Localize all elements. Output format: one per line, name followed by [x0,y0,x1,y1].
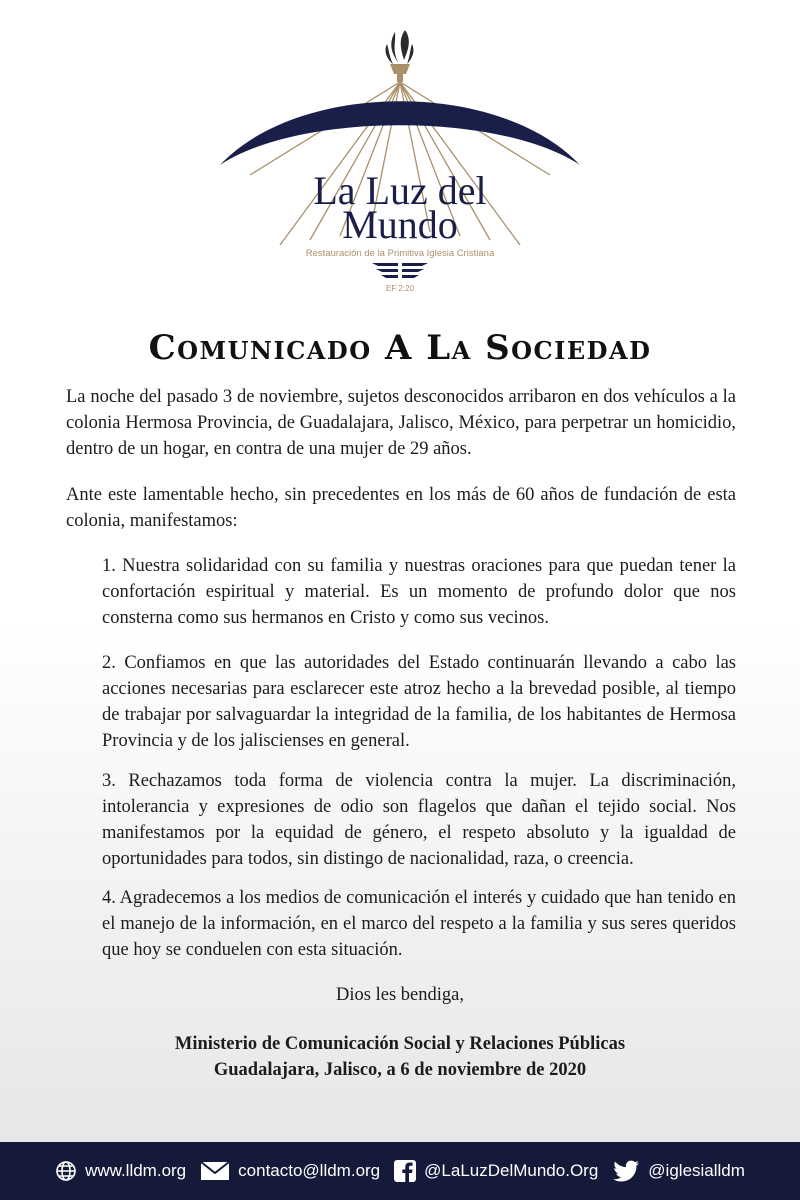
envelope-icon [200,1160,230,1182]
logo-name-line1: La Luz del [313,168,487,213]
wings-emblem-icon [372,263,428,278]
facebook-link[interactable]: @LaLuzDelMundo.Org [424,1161,599,1180]
horizon-arc-icon [220,101,580,165]
facebook-icon [394,1160,416,1182]
context-paragraph: Ante este lamentable hecho, sin precedentes en los más de 60 años de fundación de esta colonia, manifestamos: [66,485,736,531]
logo-name-line2: Mundo [342,202,458,247]
footer-website[interactable] [55,1160,186,1182]
church-logo [0,0,800,300]
globe-icon [55,1160,77,1182]
contact-footer [0,1142,800,1200]
torch-flame-icon [386,30,414,64]
logo-reference: EF 2:20 [385,284,415,293]
footer-email[interactable] [200,1160,380,1182]
signature-date: Guadalajara, Jalisco, a 6 de noviembre de 2020 [213,1060,587,1080]
signature-ministry: Ministerio de Comunicación Social y Relaciones Públicas [174,1034,626,1054]
twitter-link[interactable]: @iglesialldm [648,1161,745,1180]
logo-tagline: Restauración de la Primitiva Iglesia Cristiana [305,248,495,259]
page-title: Comunicado A La Sociedad [148,328,652,368]
footer-twitter[interactable] [612,1160,745,1182]
email-link[interactable]: contacto@lldm.org [238,1161,381,1180]
website-link[interactable]: www.lldm.org [85,1161,187,1180]
list-item: 4. Agradecemos a los medios de comunicación el interés y cuidado que han tenido en el manejo de la información, en el marco del respeto a la familia y sus seres queridos que hoy se conduelen con esta situación. [102,888,736,960]
footer-facebook[interactable] [394,1160,598,1182]
twitter-bird-icon [612,1160,640,1182]
intro-paragraph: La noche del pasado 3 de noviembre, sujetos desconocidos arribaron en dos vehículos a la colonia Hermosa Provincia, de Guadalajara, Jalisco, México, para perpetrar un homicidio, dentro de un hogar, en contra de una mujer de 29 años. [66,387,736,459]
list-item: 3. Rechazamos toda forma de violencia contra la mujer. La discriminación, intolerancia y expresiones de odio son flagelos que dañan el tejido social. Nos manifestamos por la equidad de género, el respeto absoluto y la igualdad de oportunidades para todos, sin distingo de nacionalidad, raza, o creencia. [102,771,736,869]
list-item: 2. Confiamos en que las autoridades del Estado continuarán llevando a cabo las acciones necesarias para esclarecer este atroz hecho a la brevedad posible, al tiempo de trabajar por salvaguardar la integridad de la familia, de los habitantes de Hermosa Provincia y de los jaliscienses en general. [102,653,736,751]
list-item: 1. Nuestra solidaridad con su familia y nuestras oraciones para que puedan tener la confortación espiritual y material. Es un momento de profundo dolor que nos consterna como sus hermanos en Cristo y como sus vecinos. [102,556,736,628]
torch-cup-icon [390,64,410,74]
closing-greeting: Dios les bendiga, [336,985,464,1005]
